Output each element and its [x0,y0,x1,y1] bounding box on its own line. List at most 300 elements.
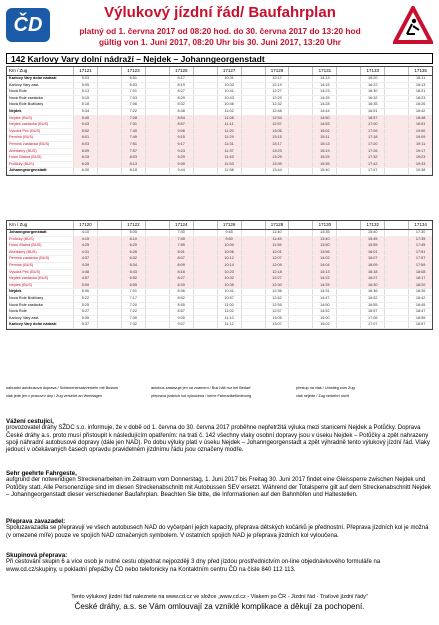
paragraph-cz: provozovatel dráhy SŽDC s.o. informuje, že v době od 1. června do 30. června 2017 proběhne nepřetržitá výluka mezi stanicemi Nejdek a Potůčky. Doprava České dráhy a.s. proto musí přistoupit k následujícím opatřením: na trati č. 142 všechny vlaky osobní dopravy jsou v úseku Nejdek – Potůčky a zpět nahrazeny spoji náhradní autobusové dopravy (dále jen NAD). Po dobu výluky platí v úseku Nejdek – Johanngeorgenstadt a zpět výhradně tento výlukový jízdní řád. Vlaky jedoucí v očekávaných časech opravdu pravidelném jízdnímu řádu jsou označeny modře. [6,425,430,454]
departure-time: 7:30 [121,316,145,322]
departure-time [241,109,265,115]
station-name: Abertamy (BUS) [9,148,37,153]
departure-time [288,303,312,309]
departure-time: 8:13 [121,162,145,168]
departure-time [288,96,312,102]
departure-time: 17:59 [408,263,432,269]
departure-time [384,109,408,115]
departure-time [336,303,360,309]
station-name: Nejdek zastávka (BUS) [9,276,49,281]
departure-time: 10:41 [217,289,241,295]
station-name: Karlovy Vary zast. [9,315,40,320]
departure-time: 6:01 [73,135,97,141]
departure-time [145,296,169,302]
departure-time: 4:39 [73,263,97,269]
departure-time [97,303,121,309]
departure-time: 16:57 [360,116,384,122]
departure-time [288,89,312,95]
departure-time [384,155,408,161]
departure-time: 13:50 [312,243,336,249]
departure-time: 10:46 [217,102,241,108]
departure-time: 16:36 [360,289,384,295]
departure-time [241,135,265,141]
departure-time: 18:45 [408,303,432,309]
departure-time: 15:13 [312,142,336,148]
departure-time: 18:42 [408,109,432,115]
station-name: Nová Role [9,89,27,94]
table-row [7,122,432,129]
departure-time [97,283,121,289]
table-row [7,142,432,149]
table-row [7,109,432,116]
departure-time [145,256,169,262]
departure-time: 7:03 [121,96,145,102]
departure-time: 15:40 [360,230,384,236]
departure-time: 7:20 [121,303,145,309]
departure-time: 15:00 [312,316,336,322]
departure-time: 16:51 [360,109,384,115]
departure-time: 6:52 [121,276,145,282]
table-row [7,89,432,96]
departure-time [145,276,169,282]
column-header-train [384,221,408,229]
departure-time [145,303,169,309]
departure-time: 11:11 [217,122,241,128]
table-row [7,76,432,83]
departure-time: 6:20 [121,243,145,249]
departure-time: 14:13 [312,76,336,82]
departure-time: 10:31 [217,76,241,82]
departure-time [288,237,312,243]
departure-time [97,109,121,115]
departure-time: 13:56 [312,250,336,256]
departure-time: 16:27 [360,276,384,282]
station-name: Horní Blatná (BUS) [9,243,42,248]
column-header-train [97,221,121,229]
departure-time [288,250,312,256]
column-header-train: 17122 [121,221,145,229]
departure-time: 8:30 [169,283,193,289]
departure-time: 4:15 [73,237,97,243]
departure-time [288,149,312,155]
departure-time [288,263,312,269]
departure-time [241,289,265,295]
column-header-train: 17121 [73,67,97,75]
table-row [7,303,432,310]
departure-time [193,270,217,276]
station-name: Pernink zastávka (BUS) [9,256,50,261]
departure-time: 14:25 [312,96,336,102]
table-row [7,316,432,323]
departure-time: 16:30 [360,89,384,95]
notice-cz [6,418,433,454]
departure-time: 9:05 [169,316,193,322]
column-header-train: 17128 [265,221,289,229]
column-header-train: 17127 [217,67,241,75]
departure-time [288,316,312,322]
column-header-train: 17123 [121,67,145,75]
luggage-heading: Přeprava zavazadel: [6,518,66,525]
table-row [7,230,432,237]
station-name: Potůčky (BUS) [9,161,34,166]
departure-time [336,283,360,289]
departure-time [384,89,408,95]
departure-time: 11:00 [217,303,241,309]
departure-time [145,168,169,174]
departure-time: 5:27 [73,309,97,315]
departure-time [336,135,360,141]
departure-time: 15:35 [312,162,336,168]
departure-time: 13:29 [265,155,289,161]
departure-time: 11:02 [217,309,241,315]
departure-time: 7:31 [121,122,145,128]
departure-time: 5:06 [73,289,97,295]
departure-time [97,162,121,168]
column-header-train: 17135 [408,67,432,75]
departure-time: 12:54 [265,116,289,122]
departure-time [193,162,217,168]
departure-time [384,162,408,168]
timetable-header [7,221,432,230]
departure-time [336,142,360,148]
departure-time [241,116,265,122]
departure-time: 7:40 [169,230,193,236]
departure-time [97,309,121,315]
departure-time [145,135,169,141]
paragraph-de: aufgrund der notwendigen Streckenarbeiten im Zeitraum vom Donnerstag, 1. Juni 2017 bis Freitag 30. Juni 2017 findet eine Gleissperre zwischen Nejdek und Potůčky statt. Alle Personenzüge sind im diesen Streckenabschnitt mit Autobussen SEV ersetzt. Während der Totalsperre gilt auf dem Streckenabschnitt Nejdek – Johanngeorgenstadt dieser verschiedener Baufahrplan. Beachten Sie bitte, die Informationen auf den Bahnhöfen und Haltestellen. [6,477,431,498]
departure-time [384,256,408,262]
departure-time: 19:17 [408,149,432,155]
departure-time [193,309,217,315]
departure-time [145,243,169,249]
departure-time [145,142,169,148]
departure-time [384,243,408,249]
departure-time: 18:55 [408,316,432,322]
departure-time: 11:40 [265,230,289,236]
departure-time: 12:29 [265,96,289,102]
departure-time: 17:32 [360,155,384,161]
departure-time: 14:50 [312,303,336,309]
departure-time [97,102,121,108]
departure-time: 6:43 [121,270,145,276]
column-header-train [145,67,169,75]
departure-time: 12:52 [265,296,289,302]
departure-time: 11:08 [217,116,241,122]
departure-time: 6:32 [121,256,145,262]
departure-time [193,76,217,82]
departure-time: 5:43 [73,122,97,128]
column-header-train: 17130 [312,221,336,229]
departure-time: 15:45 [360,237,384,243]
departure-time: 11:02 [217,109,241,115]
column-header-train: 17132 [360,221,384,229]
departure-time: 10:33 [217,83,241,89]
departure-time [193,109,217,115]
departure-time [241,316,265,322]
departure-time: 5:25 [73,303,97,309]
departure-time [97,116,121,122]
departure-time [288,155,312,161]
departure-time: 10:23 [217,270,241,276]
departure-time [193,168,217,174]
departure-time: 10:32 [217,276,241,282]
departure-time [241,250,265,256]
departure-time: 6:09 [73,149,97,155]
station-name: Nejdek [9,289,22,294]
departure-time [193,142,217,148]
departure-time [145,283,169,289]
departure-time [241,168,265,174]
departure-time: 4:57 [73,276,97,282]
departure-time [336,289,360,295]
departure-time [336,250,360,256]
departure-time [384,289,408,295]
departure-time: 17:09 [360,129,384,135]
departure-time: 19:09 [408,135,432,141]
departure-time [193,83,217,89]
departure-time: 7:01 [121,289,145,295]
column-header-train: 17129 [265,67,289,75]
departure-time: 7:51 [121,142,145,148]
table-row [7,256,432,263]
departure-time: 9:06 [169,129,193,135]
departure-time [384,116,408,122]
departure-time [193,96,217,102]
column-header-train: 17126 [217,221,241,229]
departure-time: 13:05 [265,316,289,322]
departure-time [97,237,121,243]
departure-time: 14:31 [312,289,336,295]
departure-time: 5:15 [73,96,97,102]
departure-time: 12:27 [265,89,289,95]
departure-time: 11:37 [217,149,241,155]
departure-time: 4:37 [73,256,97,262]
departure-time [384,149,408,155]
departure-time [288,296,312,302]
departure-time: 5:05 [73,83,97,89]
group-section [6,552,433,574]
departure-time [193,316,217,322]
station-name: Nová Role zastávka [9,302,43,307]
departure-time: 18:51 [408,122,432,128]
departure-time [241,129,265,135]
station-name: Johanngeorgenstadt [9,168,47,173]
departure-time: 8:27 [169,276,193,282]
station-name: Karlovy Vary dolní nádraží [9,76,57,80]
departure-time: 15:02 [312,322,336,328]
departure-time: 8:18 [169,270,193,276]
departure-time [336,168,360,174]
departure-time [193,122,217,128]
departure-time: 14:13 [312,270,336,276]
station-name: Pernink (BUS) [9,262,34,267]
departure-time [241,309,265,315]
departure-time [384,309,408,315]
departure-time: 12:48 [265,109,289,115]
departure-time: 14:25 [312,283,336,289]
departure-time [145,162,169,168]
departure-time: 8:18 [121,168,145,174]
departure-time: 12:36 [265,289,289,295]
departure-time: 10:12 [217,256,241,262]
departure-time: 9:07 [169,322,193,328]
departure-time [97,276,121,282]
departure-time [241,162,265,168]
departure-time [193,129,217,135]
departure-time [384,303,408,309]
departure-time [288,109,312,115]
column-header-train [145,221,169,229]
departure-time [97,135,121,141]
departure-time: 16:52 [360,296,384,302]
departure-time: 16:57 [360,309,384,315]
departure-time [241,122,265,128]
departure-time [336,102,360,108]
departure-time [336,122,360,128]
departure-time: 16:55 [360,303,384,309]
departure-time: 5:37 [73,322,97,328]
departure-time: 17:26 [360,149,384,155]
departure-time: 17:42 [360,162,384,168]
departure-time [193,322,217,328]
departure-time: 6:26 [121,250,145,256]
departure-time: 18:26 [408,289,432,295]
departure-time: 17:20 [360,142,384,148]
departure-time: 19:23 [408,155,432,161]
departure-time [193,289,217,295]
departure-time [145,109,169,115]
group-paragraph: Při cestování skupin 6 a více osob je nutné cestu objednat nejpozději 3 dny před jízdou prostřednictvím on-line objednávkového formuláře na www.cd.cz/skupiny, u pokladní přepážky ČD nebo telefonicky na Kontaktním centru ČD na čísle 840 112 113. [6,559,381,573]
departure-time: 15:19 [312,149,336,155]
greeting-de: Sehr geehrte Fahrgeste, [6,470,77,477]
station-name: Nová Role [9,309,27,314]
column-header-train: 17124 [169,221,193,229]
departure-time: 15:55 [360,243,384,249]
legend-item: náhradní autobusová doprava / Schienenersatzverkehr mit Bussen [6,386,119,390]
departure-time: 17:00 [360,122,384,128]
departure-time [336,316,360,322]
departure-time: 17:30 [408,230,432,236]
departure-time [241,303,265,309]
table-row [7,162,432,169]
departure-time: 14:47 [312,296,336,302]
departure-time: 12:19 [265,83,289,89]
station-name: Karlovy Vary dolní nádraží [9,322,57,327]
departure-time: 7:57 [121,149,145,155]
column-header-train [336,221,360,229]
departure-time [145,270,169,276]
departure-time [241,155,265,161]
departure-time: 14:50 [312,116,336,122]
departure-time: 7:40 [121,129,145,135]
column-header-train [193,67,217,75]
departure-time: 18:23 [408,96,432,102]
departure-time: 17:51 [408,250,432,256]
departure-time [288,309,312,315]
departure-time: 19:38 [408,168,432,174]
departure-time [145,83,169,89]
departure-time: 13:23 [265,149,289,155]
departure-time: 16:07 [360,256,384,262]
departure-time: 7:45 [169,237,193,243]
departure-time [145,129,169,135]
departure-time: 14:53 [312,122,336,128]
departure-time: 4:31 [73,250,97,256]
departure-time: 8:17 [169,76,193,82]
departure-time: 9:29 [169,155,193,161]
departure-time: 13:15 [265,135,289,141]
departure-time: 19:11 [408,142,432,148]
table-row [7,83,432,90]
departure-time [97,168,121,174]
departure-time: 12:07 [265,256,289,262]
departure-time [97,96,121,102]
departure-time: 7:49 [121,135,145,141]
departure-time: 7:32 [121,322,145,328]
departure-time [288,283,312,289]
departure-time: 16:09 [360,263,384,269]
departure-time: 13:40 [312,237,336,243]
departure-time [145,250,169,256]
station-name: Nová Role Božičany [9,102,44,107]
departure-time: 8:32 [169,102,193,108]
departure-time [336,243,360,249]
departure-time: 10:14 [217,263,241,269]
departure-time [336,149,360,155]
departure-time: 5:13 [73,89,97,95]
departure-time [241,237,265,243]
departure-time [384,142,408,148]
departure-time [384,83,408,89]
departure-time [336,256,360,262]
departure-time: 14:28 [312,102,336,108]
departure-time [384,168,408,174]
station-name: Nejdek (BUS) [9,282,33,287]
route-title: 142 Karlovy Vary dolní nádraží – Nejdek – Johanngeorgenstadt [6,53,433,64]
departure-time: 13:17 [265,142,289,148]
departure-time [145,230,169,236]
luggage-section [6,518,433,540]
departure-time: 11:58 [217,168,241,174]
departure-time: 11:20 [217,129,241,135]
cd-logo: ČD [6,8,50,42]
departure-time: 8:09 [169,263,193,269]
column-header-train [97,67,121,75]
departure-time [241,89,265,95]
column-header-station: Km / Zug [9,68,28,73]
departure-time [288,276,312,282]
departure-time [336,270,360,276]
table-row [7,276,432,283]
departure-time: 8:19 [169,83,193,89]
departure-time [336,322,360,328]
departure-time: 8:29 [169,96,193,102]
departure-time [145,149,169,155]
departure-time: 17:45 [408,243,432,249]
station-name: Nejdek [9,108,22,113]
departure-time [193,155,217,161]
departure-time: 12:57 [265,122,289,128]
departure-time: 8:55 [169,303,193,309]
station-name: Nejdek (BUS) [9,115,33,120]
departure-time: 6:34 [121,263,145,269]
departure-time [336,76,360,82]
departure-time: 9:23 [169,149,193,155]
departure-time: 8:07 [169,256,193,262]
validity-cz: platný od 1. června 2017 od 08:20 hod. do 30. června 2017 do 13:20 hod [79,26,361,36]
column-header-train: 17131 [312,67,336,75]
departure-time: 13:44 [265,168,289,174]
